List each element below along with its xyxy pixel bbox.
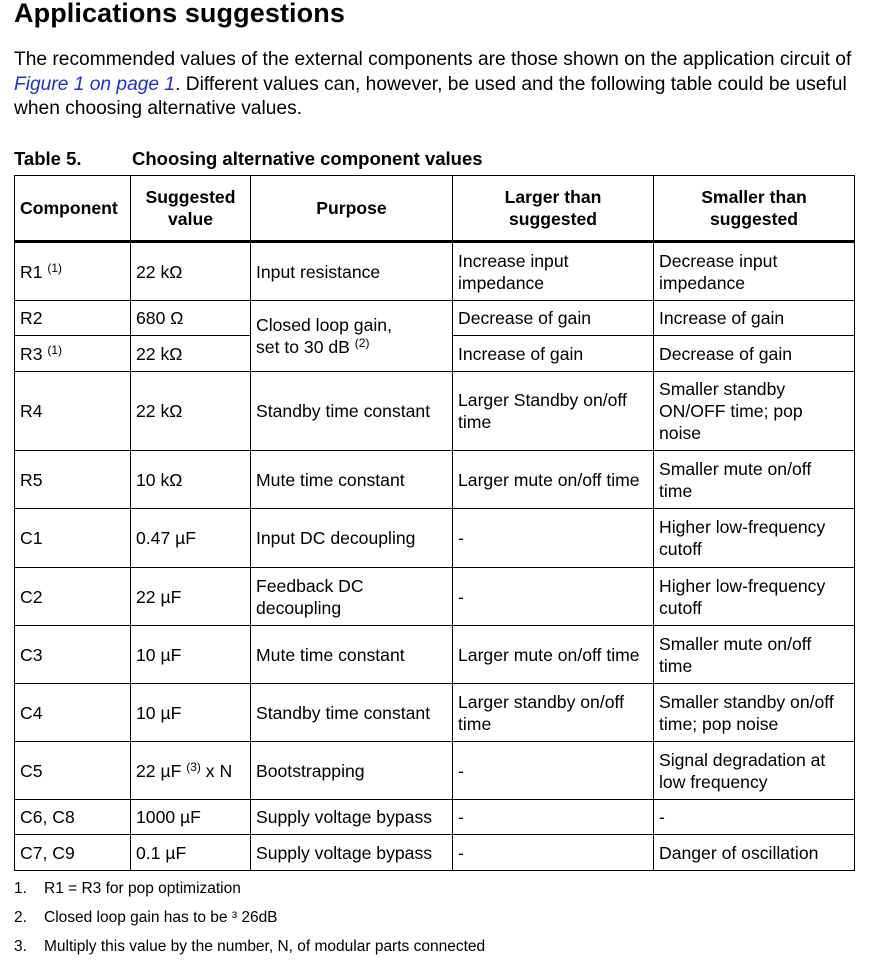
cell-larger: Increase of gain: [453, 336, 654, 372]
cell-value: 22 kΩ: [131, 242, 251, 301]
cell-larger: -: [453, 509, 654, 568]
cell-component: R4: [15, 372, 131, 451]
cell-component: C7, C9: [15, 835, 131, 871]
cell-smaller: -: [654, 800, 855, 835]
intro-text-start: The recommended values of the external components are those shown on the application circuit of: [14, 49, 852, 70]
table-row: [15, 835, 855, 871]
cell-larger: -: [453, 835, 654, 871]
cell-smaller: Smaller standby on/off time; pop noise: [654, 684, 855, 742]
footnote: 3. Multiply this value by the number, N, of modular parts connected: [14, 938, 486, 955]
cell-purpose: Standby time constant: [251, 684, 453, 742]
table-row: [15, 242, 855, 301]
table-row: [15, 684, 855, 742]
cell-component: C2: [15, 568, 131, 626]
cell-value: 10 kΩ: [131, 451, 251, 509]
cell-component: R5: [15, 451, 131, 509]
cell-purpose: Mute time constant: [251, 626, 453, 684]
cell-larger: Decrease of gain: [453, 301, 654, 336]
table-row: [15, 509, 855, 568]
cell-smaller: Higher low-frequency cutoff: [654, 509, 855, 568]
cell-purpose: Closed loop gain, set to 30 dB $^{(2)}$: [251, 301, 453, 372]
cell-smaller: Danger of oscillation: [654, 835, 855, 871]
cell-value: 10 µF: [131, 684, 251, 742]
cell-purpose: Standby time constant: [251, 372, 453, 451]
cell-component: R1 $^{(1)}$: [15, 242, 131, 301]
table-row: [15, 568, 855, 626]
cell-smaller: Higher low-frequency cutoff: [654, 568, 855, 626]
cell-component: C4: [15, 684, 131, 742]
cell-value: 22 µF $^{(3)}$ x N: [131, 742, 251, 800]
cell-purpose: Input resistance: [251, 242, 453, 301]
table-row: [15, 372, 855, 451]
table-number: Table 5.: [14, 148, 82, 169]
cell-purpose: Supply voltage bypass: [251, 800, 453, 835]
table-row: [15, 742, 855, 800]
header-suggested-value: Suggested value: [131, 176, 251, 242]
cell-value: 680 Ω: [131, 301, 251, 336]
intro-text-end: . Different values can, however, be used and the following table could be useful when choosing alternative values.: [14, 73, 847, 119]
cell-smaller: Smaller standby ON/OFF time; pop noise: [654, 372, 855, 451]
cell-value: 22 µF: [131, 568, 251, 626]
figure-link[interactable]: Figure 1 on page 1: [14, 73, 176, 95]
cell-component: R2: [15, 301, 131, 336]
header-smaller: Smaller than suggested: [654, 176, 855, 242]
table-title: Choosing alternative component values: [132, 148, 483, 169]
cell-smaller: Increase of gain: [654, 301, 855, 336]
table-row: [15, 301, 855, 336]
intro-paragraph: [14, 48, 869, 122]
cell-value: 1000 µF: [131, 800, 251, 835]
cell-purpose: Bootstrapping: [251, 742, 453, 800]
component-values-table: [14, 175, 855, 871]
cell-smaller: Decrease of gain: [654, 336, 855, 372]
cell-larger: -: [453, 568, 654, 626]
cell-smaller: Decrease input impedance: [654, 242, 855, 301]
table-caption: [14, 148, 483, 170]
page-title: Applications suggestions: [14, 0, 345, 28]
cell-value: 22 kΩ: [131, 336, 251, 372]
cell-larger: Larger standby on/off time: [453, 684, 654, 742]
cell-purpose: Input DC decoupling: [251, 509, 453, 568]
cell-component: C1: [15, 509, 131, 568]
cell-larger: -: [453, 742, 654, 800]
cell-value: 10 µF: [131, 626, 251, 684]
cell-component: C6, C8: [15, 800, 131, 835]
cell-component: R3 $^{(1)}$: [15, 336, 131, 372]
table-row: [15, 800, 855, 835]
cell-purpose: Mute time constant: [251, 451, 453, 509]
cell-component: C5: [15, 742, 131, 800]
table-header-row: [15, 176, 855, 242]
header-purpose: Purpose: [251, 176, 453, 242]
cell-purpose: Supply voltage bypass: [251, 835, 453, 871]
cell-smaller: Smaller mute on/off time: [654, 626, 855, 684]
table-row: [15, 626, 855, 684]
cell-value: 0.1 µF: [131, 835, 251, 871]
header-component: Component: [15, 176, 131, 242]
cell-purpose: Feedback DC decoupling: [251, 568, 453, 626]
footnote: 2. Closed loop gain has to be ³ 26dB: [14, 909, 278, 926]
cell-smaller: Signal degradation at low frequency: [654, 742, 855, 800]
cell-larger: Increase input impedance: [453, 242, 654, 301]
cell-component: C3: [15, 626, 131, 684]
cell-larger: -: [453, 800, 654, 835]
cell-larger: Larger mute on/off time: [453, 626, 654, 684]
cell-smaller: Smaller mute on/off time: [654, 451, 855, 509]
table-row: [15, 451, 855, 509]
cell-larger: Larger mute on/off time: [453, 451, 654, 509]
cell-value: 0.47 µF: [131, 509, 251, 568]
footnote: 1. R1 = R3 for pop optimization: [14, 880, 241, 897]
header-larger: Larger than suggested: [453, 176, 654, 242]
cell-larger: Larger Standby on/off time: [453, 372, 654, 451]
cell-value: 22 kΩ: [131, 372, 251, 451]
